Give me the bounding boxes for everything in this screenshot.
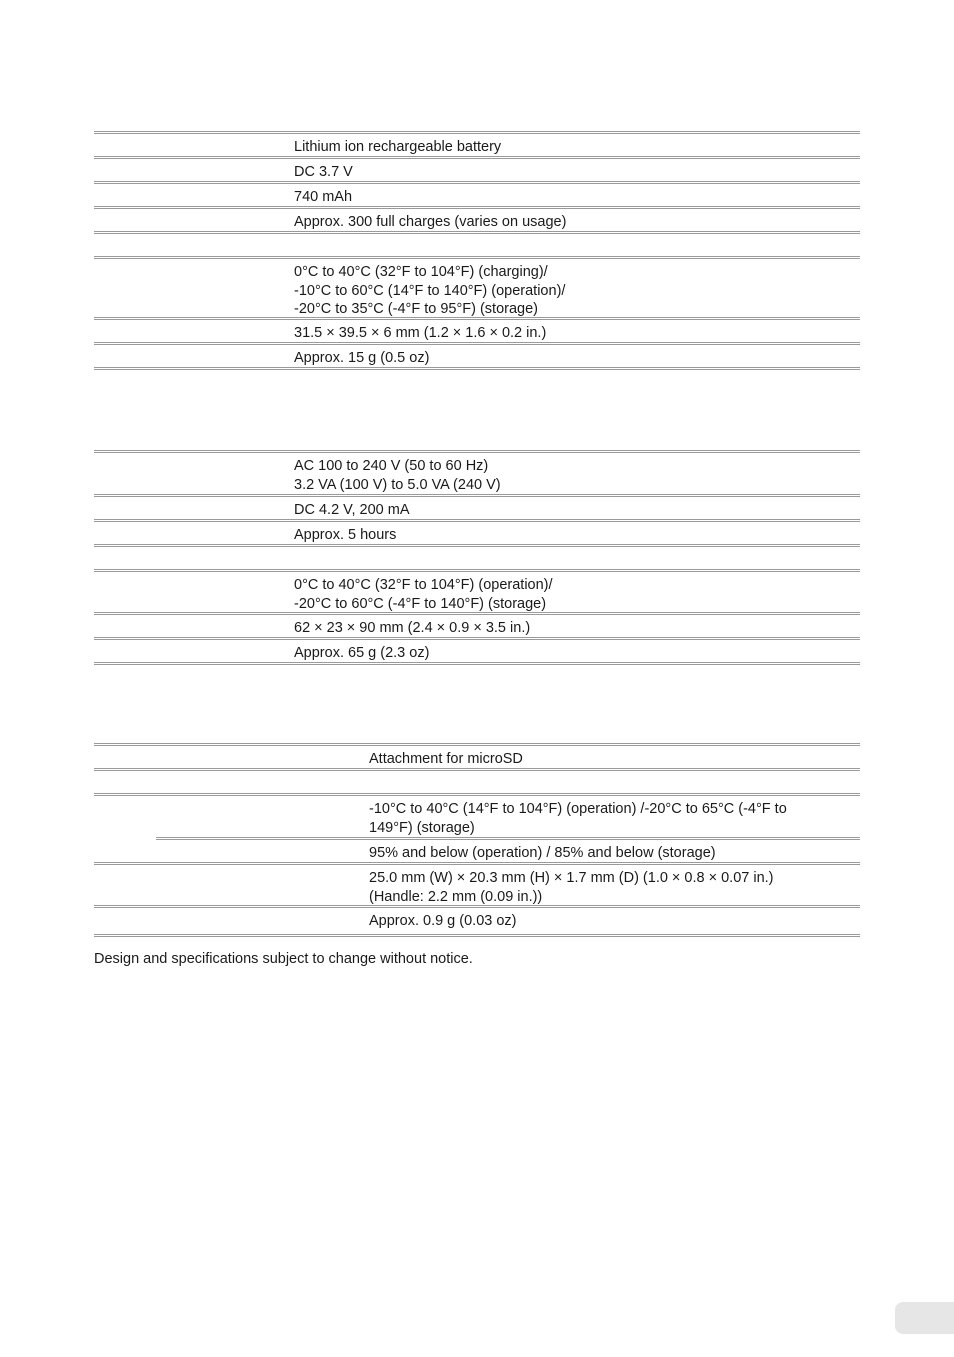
specifications-notice: Design and specifications subject to change without notice. xyxy=(94,951,473,967)
charger-input-value: AC 100 to 240 V (50 to 60 Hz) 3.2 VA (100 V) to 5.0 VA (240 V) xyxy=(294,458,501,493)
charger-temperature-value: 0°C to 40°C (32°F to 104°F) (operation)/ -20°C to 60°C (-4°F to 140°F) (storage) xyxy=(294,577,553,612)
battery-cycles-value: Approx. 300 full charges (varies on usage) xyxy=(294,214,567,230)
charger-temperature-row xyxy=(94,572,860,615)
battery-voltage-row xyxy=(94,159,860,184)
charger-output-row xyxy=(94,497,860,522)
charger-output-value: DC 4.2 V, 200 mA xyxy=(294,502,410,518)
battery-weight-row xyxy=(94,345,860,370)
attachment-humidity-row xyxy=(94,840,860,865)
battery-type-row xyxy=(94,134,860,159)
attachment-humidity-value: 95% and below (operation) / 85% and below (storage) xyxy=(369,845,716,861)
attachment-type-row xyxy=(94,746,860,771)
charger-time-value: Approx. 5 hours xyxy=(294,527,397,543)
battery-empty-row xyxy=(94,234,860,259)
charger-spec-table xyxy=(94,450,860,665)
attachment-dimensions-row xyxy=(94,865,860,908)
battery-temperature-value: 0°C to 40°C (32°F to 104°F) (charging)/ -10°C to 60°C (14°F to 140°F) (operation)/ -20°C to 35°C (-4°F to 95°F) (storage) xyxy=(294,264,566,317)
charger-time-row xyxy=(94,522,860,547)
attachment-weight-value: Approx. 0.9 g (0.03 oz) xyxy=(369,913,517,929)
battery-voltage-value: DC 3.7 V xyxy=(294,164,353,180)
charger-dimensions-row xyxy=(94,615,860,640)
charger-input-row xyxy=(94,453,860,497)
charger-weight-row xyxy=(94,640,860,665)
battery-dimensions-value: 31.5 × 39.5 × 6 mm (1.2 × 1.6 × 0.2 in.) xyxy=(294,325,547,341)
attachment-type-value: Attachment for microSD xyxy=(369,751,523,767)
attachment-empty-row xyxy=(94,771,860,796)
attachment-temperature-row xyxy=(94,796,860,840)
battery-type-value: Lithium ion rechargeable battery xyxy=(294,139,502,155)
attachment-spec-table xyxy=(94,743,860,937)
charger-weight-value: Approx. 65 g (2.3 oz) xyxy=(294,645,430,661)
battery-dimensions-row xyxy=(94,320,860,345)
battery-weight-value: Approx. 15 g (0.5 oz) xyxy=(294,350,430,366)
battery-capacity-value: 740 mAh xyxy=(294,189,353,205)
attachment-weight-row xyxy=(94,908,860,937)
charger-dimensions-value: 62 × 23 × 90 mm (2.4 × 0.9 × 3.5 in.) xyxy=(294,620,531,636)
page-number-tab xyxy=(895,1302,954,1334)
battery-capacity-row xyxy=(94,184,860,209)
attachment-temperature-value: -10°C to 40°C (14°F to 104°F) (operation) /-20°C to 65°C (-4°F to 149°F) (storage) xyxy=(369,801,787,836)
attachment-dimensions-value: 25.0 mm (W) × 20.3 mm (H) × 1.7 mm (D) (1.0 × 0.8 × 0.07 in.) (Handle: 2.2 mm (0.09 in.)) xyxy=(369,870,774,905)
battery-spec-table xyxy=(94,131,860,370)
charger-empty-row xyxy=(94,547,860,572)
battery-temperature-row xyxy=(94,259,860,320)
battery-cycles-row xyxy=(94,209,860,234)
